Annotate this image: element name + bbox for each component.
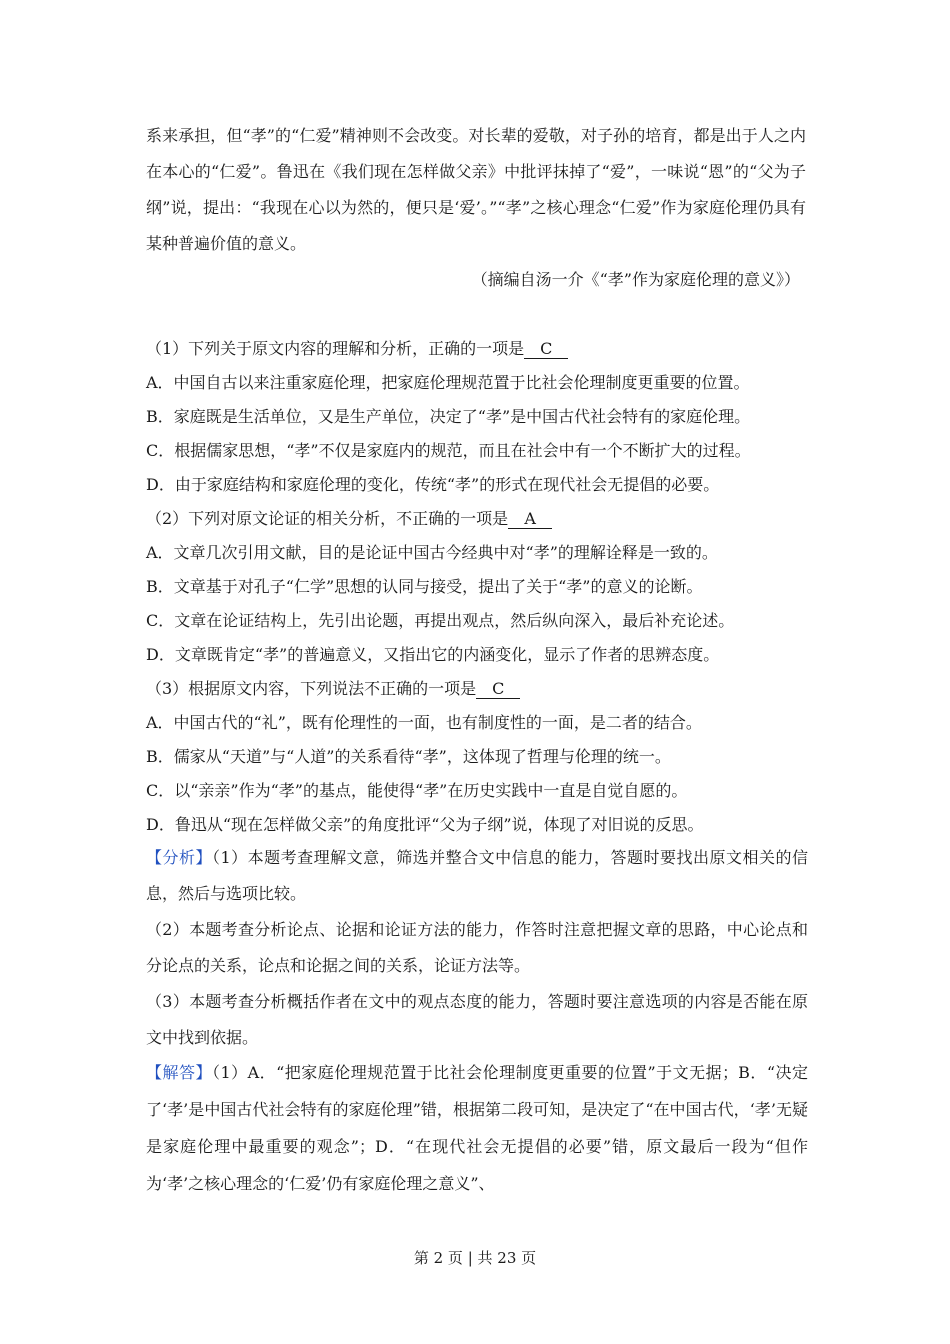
answer-blank: A	[508, 510, 552, 529]
question-3-option-a: A．中国古代的“礼”，既有伦理性的一面，也有制度性的一面，是二者的结合。	[146, 713, 702, 732]
question-3-option-d: D．鲁迅从“现在怎样做父亲”的角度批评“父为子纲”说，体现了对旧说的反思。	[146, 815, 704, 834]
analysis-paragraph-3: （3）本题考查分析概括作者在文中的观点态度的能力，答题时要注意选项的内容是否能在原文中找到依据。	[146, 992, 808, 1047]
article-source: （摘编自汤一介《“孝”作为家庭伦理的意义》）	[471, 270, 800, 289]
question-stem-text: （3）根据原文内容，下列说法不正确的一项是	[146, 679, 477, 698]
question-2-stem	[146, 509, 811, 529]
question-1-option-b: B．家庭既是生活单位，又是生产单位，决定了“孝”是中国古代社会特有的家庭伦理。	[146, 407, 751, 426]
question-stem-text: （1）下列关于原文内容的理解和分析，正确的一项是	[146, 339, 525, 358]
page-footer: 第 2 页 | 共 23 页	[413, 1249, 537, 1267]
question-3-option-c: C．以“亲亲”作为“孝”的基点，能使得“孝”在历史实践中一直是自觉自愿的。	[146, 781, 688, 800]
solution-tag: 【解答】	[146, 1063, 212, 1082]
question-2-option-a: A．文章几次引用文献，目的是论证中国古今经典中对“孝”的理解诠释是一致的。	[146, 543, 718, 562]
question-1-option-c: C．根据儒家思想，“孝”不仅是家庭内的规范，而且在社会中有一个不断扩大的过程。	[146, 441, 751, 460]
question-1-stem	[146, 339, 811, 359]
question-3-option-b: B．儒家从“天道”与“人道”的关系看待“孝”，这体现了哲理与伦理的统一。	[146, 747, 671, 766]
question-2-option-b: B．文章基于对孔子“仁学”思想的认同与接受，提出了关于“孝”的意义的论断。	[146, 577, 703, 596]
solution-text: （1）A．“把家庭伦理规范置于比社会伦理制度更重要的位置”于文无据；B．“决定了‘孝’是中国古代社会特有的家庭伦理”错，根据第二段可知，是决定了“在中国古代，‘孝’无疑是家庭伦理中最重要的观念”；D．“在现代社会无提倡的必要”错，原文最后一段为“但作为‘孝’之核心理念的‘仁爱’仍有家庭伦理之意义”、	[146, 1063, 808, 1193]
analysis-paragraph-1	[146, 840, 808, 912]
answer-blank: C	[476, 680, 520, 699]
answer-blank: C	[524, 340, 568, 359]
question-2-option-d: D．文章既肯定“孝”的普遍意义，又指出它的内涵变化，显示了作者的思辨态度。	[146, 645, 720, 664]
question-1-option-d: D．由于家庭结构和家庭伦理的变化，传统“孝”的形式在现代社会无提倡的必要。	[146, 475, 720, 494]
analysis-text-1: （1）本题考查理解文意，筛选并整合文中信息的能力，答题时要找出原文相关的信息，然后与选项比较。	[146, 848, 808, 903]
question-stem-text: （2）下列对原文论证的相关分析，不正确的一项是	[146, 509, 509, 528]
question-2-option-c: C．文章在论证结构上，先引出论题，再提出观点，然后纵向深入，最后补充论述。	[146, 611, 735, 630]
solution-paragraph	[146, 1054, 808, 1202]
question-1-option-a: A．中国自古以来注重家庭伦理，把家庭伦理规范置于比社会伦理制度更重要的位置。	[146, 373, 750, 392]
analysis-paragraph-2: （2）本题考查分析论点、论据和论证方法的能力，作答时注意把握文章的思路，中心论点和分论点的关系，论点和论据之间的关系，论证方法等。	[146, 920, 808, 975]
question-3-stem	[146, 679, 811, 699]
analysis-tag: 【分析】	[146, 848, 212, 867]
article-paragraph: 系来承担，但“孝”的“仁爱”精神则不会改变。对长辈的爱敬，对子孙的培育，都是出于人之内在本心的“仁爱”。鲁迅在《我们现在怎样做父亲》中批评抹掉了“爱”，一味说“恩”的“父为子纲”说，提出：“我现在心以为然的，便只是‘爱’。”“孝”之核心理念“仁爱”作为家庭伦理仍具有某种普遍价值的意义。	[146, 126, 806, 253]
